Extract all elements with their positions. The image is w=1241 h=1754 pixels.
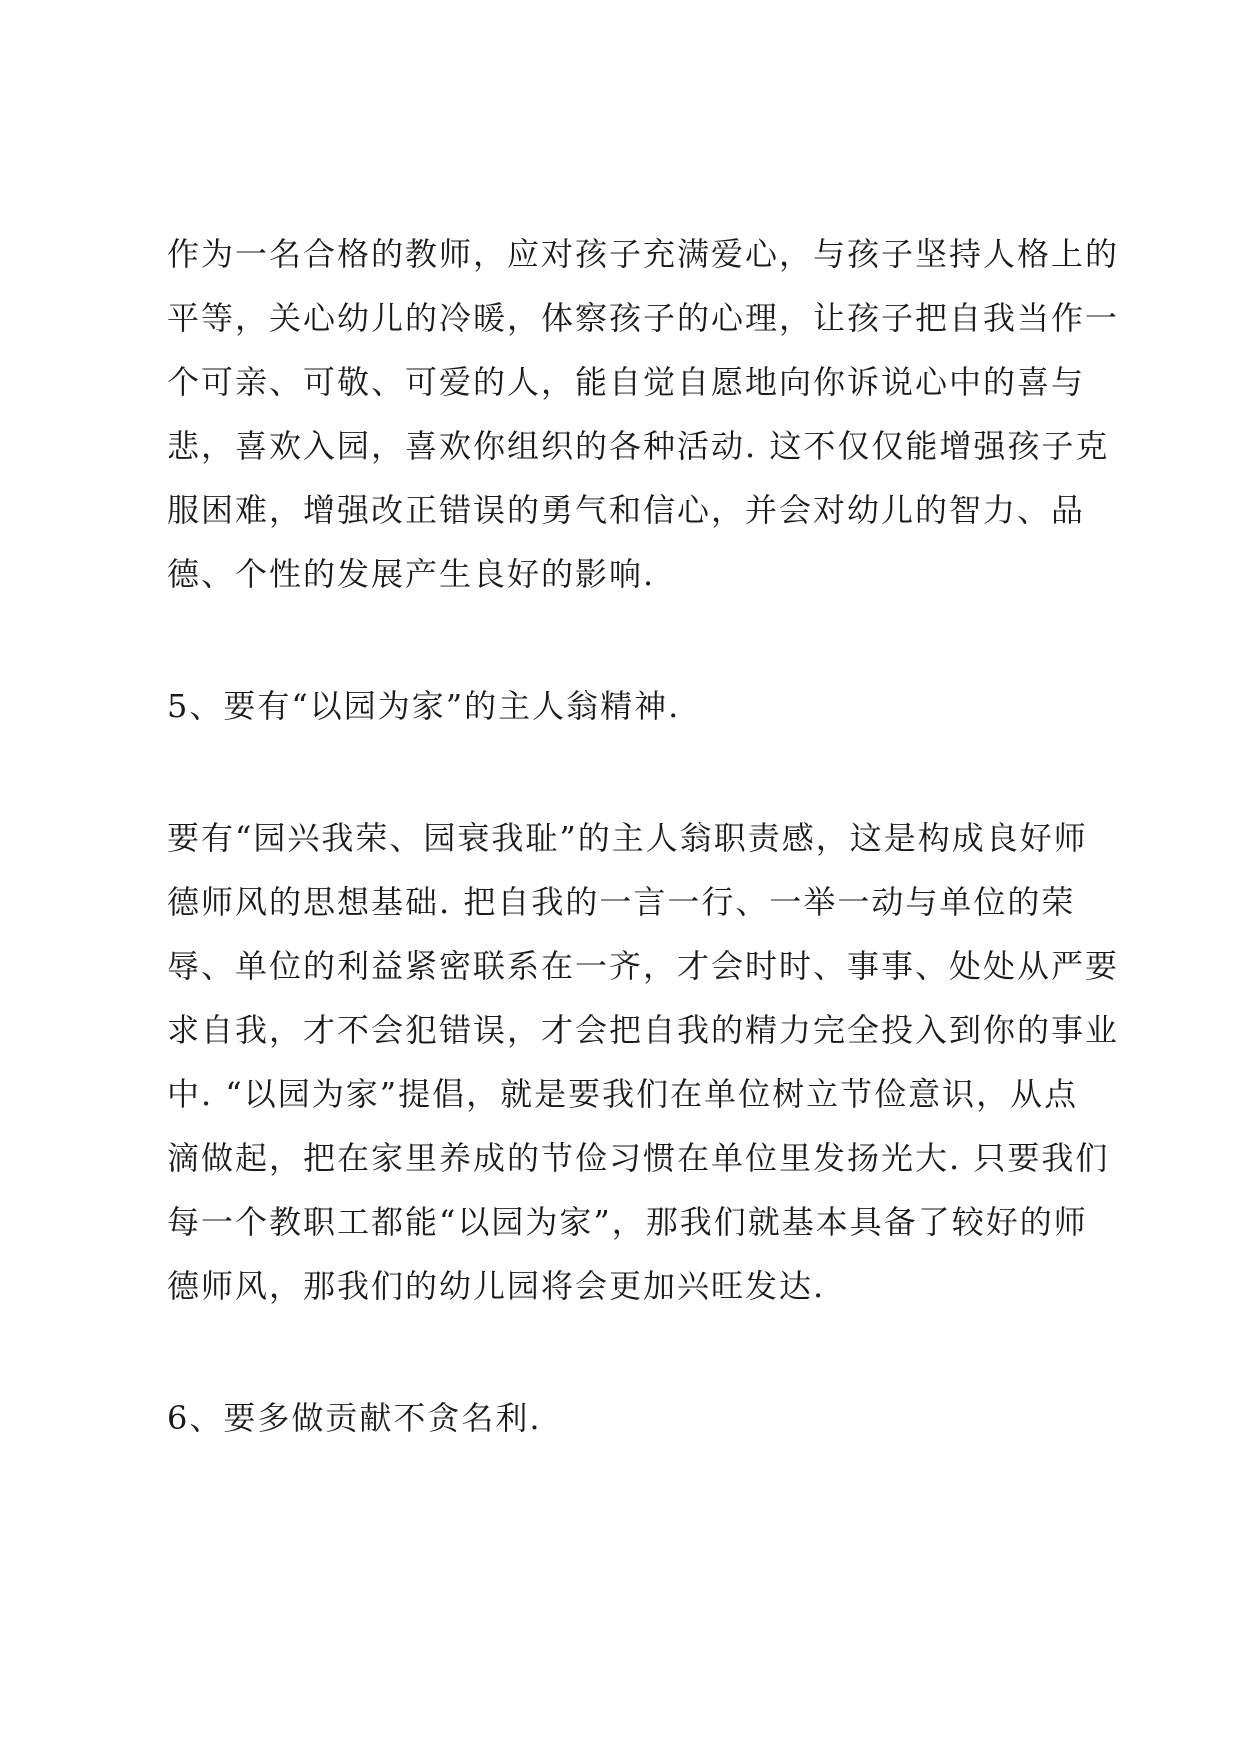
paragraph-2-line-2: 德师风的思想基础. 把自我的一言一行、一举一动与单位的荣 bbox=[167, 883, 1076, 921]
paragraph-1-line-3: 个可亲、可敬、可爱的人，能自觉自愿地向你诉说心中的喜与 bbox=[167, 363, 1086, 401]
paragraph-2-line-7: 每一个教职工都能“以园为家”，那我们就基本具备了较好的师 bbox=[167, 1203, 1088, 1241]
paragraph-2-line-5: 中. “以园为家”提倡，就是要我们在单位树立节俭意识，从点 bbox=[167, 1075, 1079, 1113]
paragraph-1-line-4: 悲，喜欢入园，喜欢你组织的各种活动. 这不仅仅能增强孩子克 bbox=[167, 427, 1110, 465]
paragraph-1-line-1: 作为一名合格的教师，应对孩子充满爱心，与孩子坚持人格上的 bbox=[167, 235, 1120, 273]
paragraph-2-line-8: 德师风，那我们的幼儿园将会更加兴旺发达. bbox=[167, 1267, 826, 1305]
paragraph-1-line-5: 服困难，增强改正错误的勇气和信心，并会对幼儿的智力、品 bbox=[167, 491, 1086, 529]
paragraph-2-line-6: 滴做起，把在家里养成的节俭习惯在单位里发扬光大. 只要我们 bbox=[167, 1139, 1110, 1177]
paragraph-1-line-2: 平等，关心幼儿的冷暖，体察孩子的心理，让孩子把自我当作一 bbox=[167, 299, 1120, 337]
paragraph-2-line-4: 求自我，才不会犯错误，才会把自我的精力完全投入到你的事业 bbox=[167, 1011, 1120, 1049]
paragraph-2-line-3: 辱、单位的利益紧密联系在一齐，才会时时、事事、处处从严要 bbox=[167, 947, 1120, 985]
section-heading-6: 6、要多做贡献不贪名利. bbox=[167, 1399, 542, 1437]
paragraph-2-line-1: 要有“园兴我荣、园衰我耻”的主人翁职责感，这是构成良好师 bbox=[167, 819, 1088, 857]
section-heading-5: 5、要有“以园为家”的主人翁精神. bbox=[167, 687, 681, 725]
paragraph-1-line-6: 德、个性的发展产生良好的影响. bbox=[167, 555, 656, 593]
